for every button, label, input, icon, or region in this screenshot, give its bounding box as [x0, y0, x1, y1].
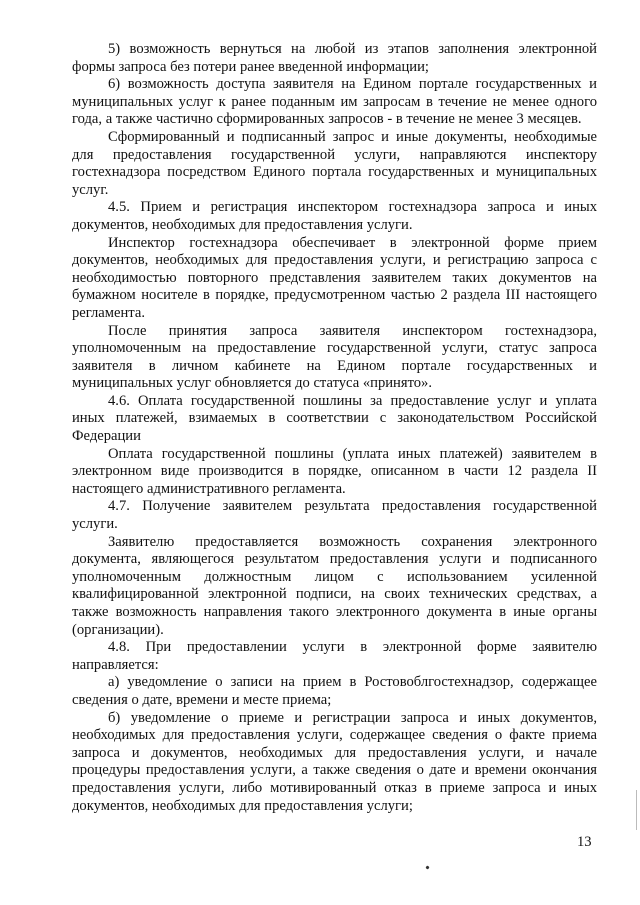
section-4-8-heading: 4.8. При предоставлении услуги в электронной форме заявителю направляется: — [72, 639, 597, 673]
document-body — [72, 41, 597, 815]
section-4-6-heading: 4.6. Оплата государственной пошлины за предоставление услуг и уплата иных платежей, взимаемых в соответствии с законодательством Российской Федерации — [72, 392, 597, 445]
section-4-7-heading: 4.7. Получение заявителем результата предоставления государственной услуги. — [72, 498, 597, 533]
paragraph-item-5: 5) возможность вернуться на любой из этапов заполнения электронной формы запроса без потери ранее введенной информации; — [72, 41, 597, 75]
scan-margin-line — [636, 790, 637, 830]
page-number: 13 — [577, 834, 592, 850]
list-item-b: б) уведомление о приеме и регистрации запроса и иных документов, необходимых для предоставления услуги, содержащее сведения о факте приема запроса и документов, необходимых для предоставления услуги, и начале процедуры предоставления услуги, а также сведения о дате и времени окончания предоставления услуги, либо мотивированный отказ в приеме запроса и иных документов, необходимых для предоставления услуги; — [72, 709, 597, 814]
section-4-5-heading: 4.5. Прием и регистрация инспектором гостехнадзора запроса и иных документов, необходимых для предоставления услуги. — [72, 199, 597, 233]
list-item-a: а) уведомление о записи на прием в Ростовоблгостехнадзор, содержащее сведения о дате, времени и месте приема; — [72, 674, 597, 708]
paragraph-result-saving: Заявителю предоставляется возможность сохранения электронного документа, являющегося результатом предоставления услуги и подписанного уполномоченным должностным лицом с использованием усиленной квалифицированной электронной подписи, на своих технических средствах, а также возможность направления такого электронного документа в иные органы (организации). — [72, 533, 597, 638]
paragraph-status-update: После принятия запроса заявителя инспектором гостехнадзора, уполномоченным на предоставление государственной услуги, статус запроса заявителя в личном кабинете на Едином портале государственных и муниципальных услуг обновляется до статуса «принято». — [72, 322, 597, 392]
paragraph-fee-payment: Оплата государственной пошлины (уплата иных платежей) заявителем в электронном виде производится в порядке, описанном в части 12 раздела II настоящего административного регламента. — [72, 445, 597, 497]
paragraph-inspector-receipt: Инспектор гостехнадзора обеспечивает в электронной форме прием документов, необходимых для предоставления услуги, и регистрацию запроса с необходимостью повторного представления заявителем таких документов на бумажном носителе в порядке, предусмотренном частью 2 раздела III настоящего регламента. — [72, 234, 597, 321]
paragraph-submitted-request: Сформированный и подписанный запрос и иные документы, необходимые для предоставления государственной услуги, направляются инспектору гостехнадзора посредством Единого портала государственных и муниципальных услуг. — [72, 128, 597, 198]
paragraph-item-6: 6) возможность доступа заявителя на Едином портале государственных и муниципальных услуг к ранее поданным им запросам в течение не менее одного года, а также частично сформированных запросов - в течение не менее 3 месяцев. — [72, 76, 597, 128]
scan-speck — [425, 865, 429, 869]
